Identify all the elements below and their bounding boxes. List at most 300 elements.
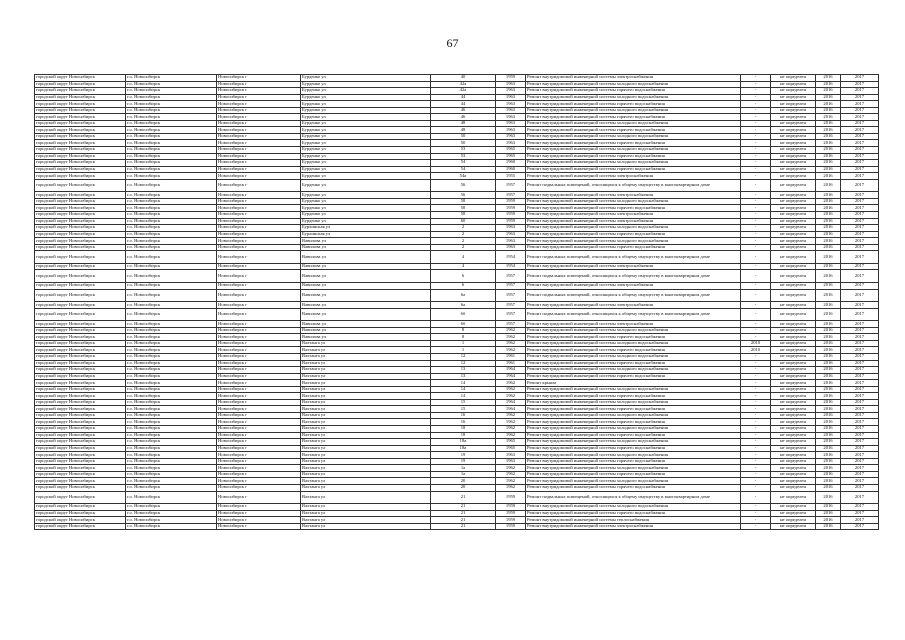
start-year-cell: 2016 — [816, 367, 841, 374]
year-built-cell: 1963 — [496, 458, 526, 465]
street-cell: Бурденко ул — [301, 211, 431, 218]
city-cell: Новосибирск г — [217, 302, 301, 309]
house-number-cell: 50 — [431, 133, 496, 140]
end-year-cell: 2017 — [841, 147, 879, 154]
end-year-cell: 2017 — [841, 302, 879, 309]
street-cell: Вахтанга ул — [301, 340, 431, 347]
start-year-cell: 2016 — [816, 75, 841, 82]
municipality-cell: городской округ Новосибирск — [35, 484, 126, 491]
house-number-cell: 42а — [431, 88, 496, 95]
year-built-cell: 1957 — [496, 192, 526, 199]
table-row — [35, 270, 879, 283]
work-type-cell: Ремонт внутридомовой инженерной системы горячего водоснабжения — [526, 445, 741, 452]
start-year-cell: 2016 — [816, 107, 841, 114]
settlement-cell: г.о. Новосибирск — [126, 160, 217, 167]
year-built-cell: 1963 — [496, 238, 526, 245]
settlement-cell: г.о. Новосибирск — [126, 491, 217, 504]
house-number-cell: 2 — [431, 225, 496, 232]
last-repair-year-cell: - — [741, 327, 771, 334]
end-year-cell: 2017 — [841, 478, 879, 485]
municipality-cell: городской округ Новосибирск — [35, 107, 126, 114]
settlement-cell: г.о. Новосибирск — [126, 133, 217, 140]
last-repair-year-cell: - — [741, 94, 771, 101]
last-repair-year-cell: - — [741, 251, 771, 264]
year-built-cell: 1963 — [496, 140, 526, 147]
house-number-cell: 53 — [431, 153, 496, 160]
end-year-cell: 2017 — [841, 153, 879, 160]
year-built-cell: 1963 — [496, 133, 526, 140]
work-type-cell: Ремонт внутридомовой инженерной системы горячего водоснабжения — [526, 88, 741, 95]
start-year-cell: 2016 — [816, 426, 841, 433]
year-built-cell: 1963 — [496, 94, 526, 101]
settlement-cell: г.о. Новосибирск — [126, 120, 217, 127]
street-cell: Бурденко ул — [301, 94, 431, 101]
house-number-cell: 58 — [431, 205, 496, 212]
municipality-cell: городской округ Новосибирск — [35, 302, 126, 309]
year-built-cell: 1962 — [496, 419, 526, 426]
settlement-cell: г.о. Новосибирск — [126, 94, 217, 101]
last-repair-year-cell: - — [741, 153, 771, 160]
start-year-cell: 2016 — [816, 153, 841, 160]
street-cell: Вахтанга ул — [301, 478, 431, 485]
city-cell: Новосибирск г — [217, 94, 301, 101]
cost-cell: не определен — [771, 198, 816, 205]
end-year-cell: 2017 — [841, 439, 879, 446]
last-repair-year-cell: - — [741, 101, 771, 108]
last-repair-year-cell: - — [741, 517, 771, 524]
municipality-cell: городской округ Новосибирск — [35, 478, 126, 485]
year-built-cell: 1959 — [496, 523, 526, 530]
street-cell: Вахтанга ул — [301, 523, 431, 530]
house-number-cell: 14 — [431, 380, 496, 387]
city-cell: Новосибирск г — [217, 270, 301, 283]
work-type-cell: Ремонт внутридомовой инженерной системы холодного водоснабжения — [526, 238, 741, 245]
municipality-cell: городской округ Новосибирск — [35, 491, 126, 504]
year-built-cell: 1961 — [496, 354, 526, 361]
last-repair-year-cell: - — [741, 289, 771, 302]
year-built-cell: 1963 — [496, 225, 526, 232]
start-year-cell: 2016 — [816, 101, 841, 108]
last-repair-year-cell: - — [741, 205, 771, 212]
last-repair-year-cell: - — [741, 354, 771, 361]
settlement-cell: г.о. Новосибирск — [126, 211, 217, 218]
last-repair-year-cell: - — [741, 244, 771, 251]
end-year-cell: 2017 — [841, 432, 879, 439]
city-cell: Новосибирск г — [217, 517, 301, 524]
settlement-cell: г.о. Новосибирск — [126, 327, 217, 334]
cost-cell: не определен — [771, 94, 816, 101]
cost-cell: не определен — [771, 302, 816, 309]
settlement-cell: г.о. Новосибирск — [126, 225, 217, 232]
end-year-cell: 2017 — [841, 452, 879, 459]
street-cell: Вахтанга ул — [301, 504, 431, 511]
settlement-cell: г.о. Новосибирск — [126, 147, 217, 154]
cost-cell: не определен — [771, 153, 816, 160]
municipality-cell: городской округ Новосибирск — [35, 238, 126, 245]
start-year-cell: 2016 — [816, 452, 841, 459]
last-repair-year-cell: - — [741, 510, 771, 517]
end-year-cell: 2017 — [841, 321, 879, 328]
house-number-cell: 44 — [431, 94, 496, 101]
work-type-cell: Ремонт подвальных помещений, относящихся к общему имуществу в многоквартирном доме — [526, 289, 741, 302]
city-cell: Новосибирск г — [217, 75, 301, 82]
street-cell: Бурденко ул — [301, 218, 431, 225]
municipality-cell: городской округ Новосибирск — [35, 439, 126, 446]
settlement-cell: г.о. Новосибирск — [126, 347, 217, 354]
street-cell: Вахтанга ул — [301, 426, 431, 433]
last-repair-year-cell: - — [741, 211, 771, 218]
year-built-cell: 1955 — [496, 173, 526, 180]
municipality-cell: городской округ Новосибирск — [35, 289, 126, 302]
municipality-cell: городской округ Новосибирск — [35, 426, 126, 433]
work-type-cell: Ремонт внутридомовой инженерной системы горячего водоснабжения — [526, 406, 741, 413]
city-cell: Новосибирск г — [217, 198, 301, 205]
work-type-cell: Ремонт внутридомовой инженерной системы горячего водоснабжения — [526, 432, 741, 439]
house-number-cell: 40 — [431, 75, 496, 82]
start-year-cell: 2016 — [816, 347, 841, 354]
settlement-cell: г.о. Новосибирск — [126, 386, 217, 393]
cost-cell: не определен — [771, 179, 816, 192]
municipality-cell: городской округ Новосибирск — [35, 432, 126, 439]
cost-cell: не определен — [771, 399, 816, 406]
start-year-cell: 2016 — [816, 373, 841, 380]
city-cell: Новосибирск г — [217, 471, 301, 478]
last-repair-year-cell: 2010 — [741, 340, 771, 347]
work-type-cell: Ремонт внутридомовой инженерной системы горячего водоснабжения — [526, 360, 741, 367]
house-number-cell: 6а — [431, 302, 496, 309]
city-cell: Новосибирск г — [217, 426, 301, 433]
city-cell: Новосибирск г — [217, 218, 301, 225]
year-built-cell: 1965 — [496, 445, 526, 452]
end-year-cell: 2017 — [841, 133, 879, 140]
cost-cell: не определен — [771, 205, 816, 212]
settlement-cell: г.о. Новосибирск — [126, 439, 217, 446]
cost-cell: не определен — [771, 340, 816, 347]
start-year-cell: 2016 — [816, 399, 841, 406]
house-number-cell: 56 — [431, 192, 496, 199]
work-type-cell: Ремонт внутридомовой инженерной системы горячего водоснабжения — [526, 510, 741, 517]
work-type-cell: Ремонт внутридомовой инженерной системы электроснабжения — [526, 211, 741, 218]
start-year-cell: 2016 — [816, 432, 841, 439]
year-built-cell: 1962 — [496, 471, 526, 478]
street-cell: Вахтанга ул — [301, 419, 431, 426]
start-year-cell: 2016 — [816, 419, 841, 426]
street-cell: Вавилова ул — [301, 308, 431, 321]
municipality-cell: городской округ Новосибирск — [35, 347, 126, 354]
settlement-cell: г.о. Новосибирск — [126, 205, 217, 212]
settlement-cell: г.о. Новосибирск — [126, 166, 217, 173]
city-cell: Новосибирск г — [217, 160, 301, 167]
year-built-cell: 1959 — [496, 517, 526, 524]
house-number-cell: 21 — [431, 510, 496, 517]
city-cell: Новосибирск г — [217, 179, 301, 192]
start-year-cell: 2016 — [816, 393, 841, 400]
city-cell: Новосибирск г — [217, 367, 301, 374]
work-type-cell: Ремонт внутридомовой инженерной системы электроснабжения — [526, 173, 741, 180]
work-type-cell: Ремонт внутридомовой инженерной системы горячего водоснабжения — [526, 244, 741, 251]
street-cell: Вахтанга ул — [301, 412, 431, 419]
end-year-cell: 2017 — [841, 426, 879, 433]
street-cell: Вахтанга ул — [301, 471, 431, 478]
end-year-cell: 2017 — [841, 205, 879, 212]
start-year-cell: 2016 — [816, 81, 841, 88]
start-year-cell: 2016 — [816, 94, 841, 101]
settlement-cell: г.о. Новосибирск — [126, 471, 217, 478]
last-repair-year-cell: - — [741, 127, 771, 134]
house-number-cell: 48 — [431, 127, 496, 134]
end-year-cell: 2017 — [841, 419, 879, 426]
municipality-cell: городской округ Новосибирск — [35, 445, 126, 452]
start-year-cell: 2016 — [816, 386, 841, 393]
end-year-cell: 2017 — [841, 354, 879, 361]
work-type-cell: Ремонт внутридомовой инженерной системы горячего водоснабжения — [526, 458, 741, 465]
house-number-cell: 6б — [431, 308, 496, 321]
settlement-cell: г.о. Новосибирск — [126, 192, 217, 199]
house-number-cell: 18 — [431, 432, 496, 439]
last-repair-year-cell: - — [741, 484, 771, 491]
start-year-cell: 2016 — [816, 114, 841, 121]
house-number-cell: 8 — [431, 327, 496, 334]
work-type-cell: Ремонт внутридомовой инженерной системы горячего водоснабжения — [526, 373, 741, 380]
cost-cell: не определен — [771, 263, 816, 270]
end-year-cell: 2017 — [841, 523, 879, 530]
year-built-cell: 1963 — [496, 107, 526, 114]
house-number-cell: 58 — [431, 198, 496, 205]
work-type-cell: Ремонт внутридомовой инженерной системы электроснабжения — [526, 302, 741, 309]
municipality-cell: городской округ Новосибирск — [35, 393, 126, 400]
work-type-cell: Ремонт внутридомовой инженерной системы холодного водоснабжения — [526, 94, 741, 101]
year-built-cell: 1957 — [496, 179, 526, 192]
house-number-cell: 14 — [431, 386, 496, 393]
last-repair-year-cell: - — [741, 166, 771, 173]
table-row — [35, 308, 879, 321]
end-year-cell: 2017 — [841, 373, 879, 380]
start-year-cell: 2016 — [816, 160, 841, 167]
house-number-cell: 20 — [431, 484, 496, 491]
municipality-cell: городской округ Новосибирск — [35, 523, 126, 530]
year-built-cell: 1961 — [496, 360, 526, 367]
house-number-cell: 19 — [431, 452, 496, 459]
year-built-cell: 1963 — [496, 231, 526, 238]
work-type-cell: Ремонт внутридомовой инженерной системы холодного водоснабжения — [526, 504, 741, 511]
cost-cell: не определен — [771, 321, 816, 328]
house-number-cell: 2 — [431, 244, 496, 251]
settlement-cell: г.о. Новосибирск — [126, 432, 217, 439]
year-built-cell: 1962 — [496, 393, 526, 400]
start-year-cell: 2016 — [816, 147, 841, 154]
year-built-cell: 1960 — [496, 160, 526, 167]
street-cell: Бурденко ул — [301, 160, 431, 167]
last-repair-year-cell: - — [741, 373, 771, 380]
house-number-cell: 1а — [431, 471, 496, 478]
work-type-cell: Ремонт внутридомовой инженерной системы горячего водоснабжения — [526, 419, 741, 426]
last-repair-year-cell: 2010 — [741, 347, 771, 354]
city-cell: Новосибирск г — [217, 484, 301, 491]
year-built-cell: 1962 — [496, 334, 526, 341]
work-type-cell: Ремонт внутридомовой инженерной системы горячего водоснабжения — [526, 231, 741, 238]
start-year-cell: 2016 — [816, 263, 841, 270]
table-row — [35, 289, 879, 302]
year-built-cell: 1957 — [496, 302, 526, 309]
end-year-cell: 2017 — [841, 211, 879, 218]
end-year-cell: 2017 — [841, 160, 879, 167]
house-number-cell: 1а — [431, 465, 496, 472]
end-year-cell: 2017 — [841, 327, 879, 334]
end-year-cell: 2017 — [841, 367, 879, 374]
cost-cell: не определен — [771, 386, 816, 393]
cost-cell: не определен — [771, 432, 816, 439]
settlement-cell: г.о. Новосибирск — [126, 88, 217, 95]
city-cell: Новосибирск г — [217, 445, 301, 452]
municipality-cell: городской округ Новосибирск — [35, 231, 126, 238]
last-repair-year-cell: - — [741, 432, 771, 439]
end-year-cell: 2017 — [841, 225, 879, 232]
house-number-cell: 14 — [431, 393, 496, 400]
house-number-cell: 13 — [431, 373, 496, 380]
city-cell: Новосибирск г — [217, 263, 301, 270]
house-number-cell: 46 — [431, 114, 496, 121]
city-cell: Новосибирск г — [217, 334, 301, 341]
last-repair-year-cell: - — [741, 406, 771, 413]
start-year-cell: 2016 — [816, 127, 841, 134]
city-cell: Новосибирск г — [217, 192, 301, 199]
cost-cell: не определен — [771, 120, 816, 127]
street-cell: Вахтанга ул — [301, 386, 431, 393]
municipality-cell: городской округ Новосибирск — [35, 263, 126, 270]
work-type-cell: Ремонт внутридомовой инженерной системы электроснабжения — [526, 75, 741, 82]
municipality-cell: городской округ Новосибирск — [35, 308, 126, 321]
work-type-cell: Ремонт подвальных помещений, относящихся к общему имуществу в многоквартирном доме — [526, 270, 741, 283]
settlement-cell: г.о. Новосибирск — [126, 153, 217, 160]
work-type-cell: Ремонт внутридомовой инженерной системы холодного водоснабжения — [526, 147, 741, 154]
work-type-cell: Ремонт подвальных помещений, относящихся к общему имуществу в многоквартирном доме — [526, 179, 741, 192]
street-cell: Бурденко ул — [301, 133, 431, 140]
year-built-cell: 1963 — [496, 244, 526, 251]
year-built-cell: 1959 — [496, 198, 526, 205]
last-repair-year-cell: - — [741, 225, 771, 232]
start-year-cell: 2016 — [816, 179, 841, 192]
house-number-cell: 56 — [431, 179, 496, 192]
settlement-cell: г.о. Новосибирск — [126, 238, 217, 245]
house-number-cell: 8 — [431, 334, 496, 341]
last-repair-year-cell: - — [741, 334, 771, 341]
street-cell: Вавилова ул — [301, 289, 431, 302]
work-type-cell: Ремонт внутридомовой инженерной системы горячего водоснабжения — [526, 393, 741, 400]
last-repair-year-cell: - — [741, 465, 771, 472]
cost-cell: не определен — [771, 334, 816, 341]
cost-cell: не определен — [771, 166, 816, 173]
house-number-cell: 53 — [431, 147, 496, 154]
start-year-cell: 2016 — [816, 478, 841, 485]
street-cell: Вавилова ул — [301, 270, 431, 283]
city-cell: Новосибирск г — [217, 373, 301, 380]
municipality-cell: городской округ Новосибирск — [35, 244, 126, 251]
end-year-cell: 2017 — [841, 270, 879, 283]
street-cell: Вавилова ул — [301, 321, 431, 328]
start-year-cell: 2016 — [816, 173, 841, 180]
end-year-cell: 2017 — [841, 308, 879, 321]
end-year-cell: 2017 — [841, 114, 879, 121]
house-number-cell: 20 — [431, 478, 496, 485]
cost-cell: не определен — [771, 101, 816, 108]
year-built-cell: 1957 — [496, 289, 526, 302]
municipality-cell: городской округ Новосибирск — [35, 166, 126, 173]
street-cell: Бурденко ул — [301, 198, 431, 205]
year-built-cell: 1962 — [496, 426, 526, 433]
end-year-cell: 2017 — [841, 491, 879, 504]
house-number-cell: 19 — [431, 458, 496, 465]
year-built-cell: 1964 — [496, 367, 526, 374]
end-year-cell: 2017 — [841, 289, 879, 302]
year-built-cell: 1962 — [496, 484, 526, 491]
municipality-cell: городской округ Новосибирск — [35, 471, 126, 478]
city-cell: Новосибирск г — [217, 458, 301, 465]
municipality-cell: городской округ Новосибирск — [35, 406, 126, 413]
street-cell: Вавилова ул — [301, 244, 431, 251]
cost-cell: не определен — [771, 218, 816, 225]
last-repair-year-cell: - — [741, 75, 771, 82]
municipality-cell: городской округ Новосибирск — [35, 367, 126, 374]
last-repair-year-cell: - — [741, 412, 771, 419]
house-number-cell: 2 — [431, 231, 496, 238]
settlement-cell: г.о. Новосибирск — [126, 360, 217, 367]
work-type-cell: Ремонт внутридомовой инженерной системы электроснабжения — [526, 321, 741, 328]
city-cell: Новосибирск г — [217, 81, 301, 88]
last-repair-year-cell: - — [741, 426, 771, 433]
last-repair-year-cell: - — [741, 107, 771, 114]
work-type-cell: Ремонт внутридомовой инженерной системы теплоснабжения — [526, 517, 741, 524]
street-cell: Бурденко ул — [301, 179, 431, 192]
house-number-cell: 46 — [431, 107, 496, 114]
work-type-cell: Ремонт внутридомовой инженерной системы холодного водоснабжения — [526, 81, 741, 88]
year-built-cell: 1963 — [496, 101, 526, 108]
settlement-cell: г.о. Новосибирск — [126, 173, 217, 180]
start-year-cell: 2016 — [816, 340, 841, 347]
city-cell: Новосибирск г — [217, 504, 301, 511]
city-cell: Новосибирск г — [217, 205, 301, 212]
last-repair-year-cell: - — [741, 192, 771, 199]
year-built-cell: 1962 — [496, 465, 526, 472]
start-year-cell: 2016 — [816, 321, 841, 328]
municipality-cell: городской округ Новосибирск — [35, 127, 126, 134]
cost-cell: не определен — [771, 160, 816, 167]
year-built-cell: 1962 — [496, 340, 526, 347]
end-year-cell: 2017 — [841, 127, 879, 134]
cost-cell: не определен — [771, 523, 816, 530]
year-built-cell: 1957 — [496, 308, 526, 321]
house-number-cell: 6 — [431, 283, 496, 290]
cost-cell: не определен — [771, 107, 816, 114]
city-cell: Новосибирск г — [217, 347, 301, 354]
start-year-cell: 2016 — [816, 484, 841, 491]
last-repair-year-cell: - — [741, 471, 771, 478]
last-repair-year-cell: - — [741, 88, 771, 95]
start-year-cell: 2016 — [816, 120, 841, 127]
house-number-cell: 13 — [431, 367, 496, 374]
city-cell: Новосибирск г — [217, 140, 301, 147]
municipality-cell: городской округ Новосибирск — [35, 205, 126, 212]
year-built-cell: 1954 — [496, 263, 526, 270]
street-cell: Бурденко ул — [301, 173, 431, 180]
year-built-cell: 1959 — [496, 491, 526, 504]
city-cell: Новосибирск г — [217, 340, 301, 347]
cost-cell: не определен — [771, 380, 816, 387]
municipality-cell: городской округ Новосибирск — [35, 340, 126, 347]
settlement-cell: г.о. Новосибирск — [126, 419, 217, 426]
last-repair-year-cell: - — [741, 478, 771, 485]
last-repair-year-cell: - — [741, 386, 771, 393]
street-cell: Вахтанга ул — [301, 510, 431, 517]
